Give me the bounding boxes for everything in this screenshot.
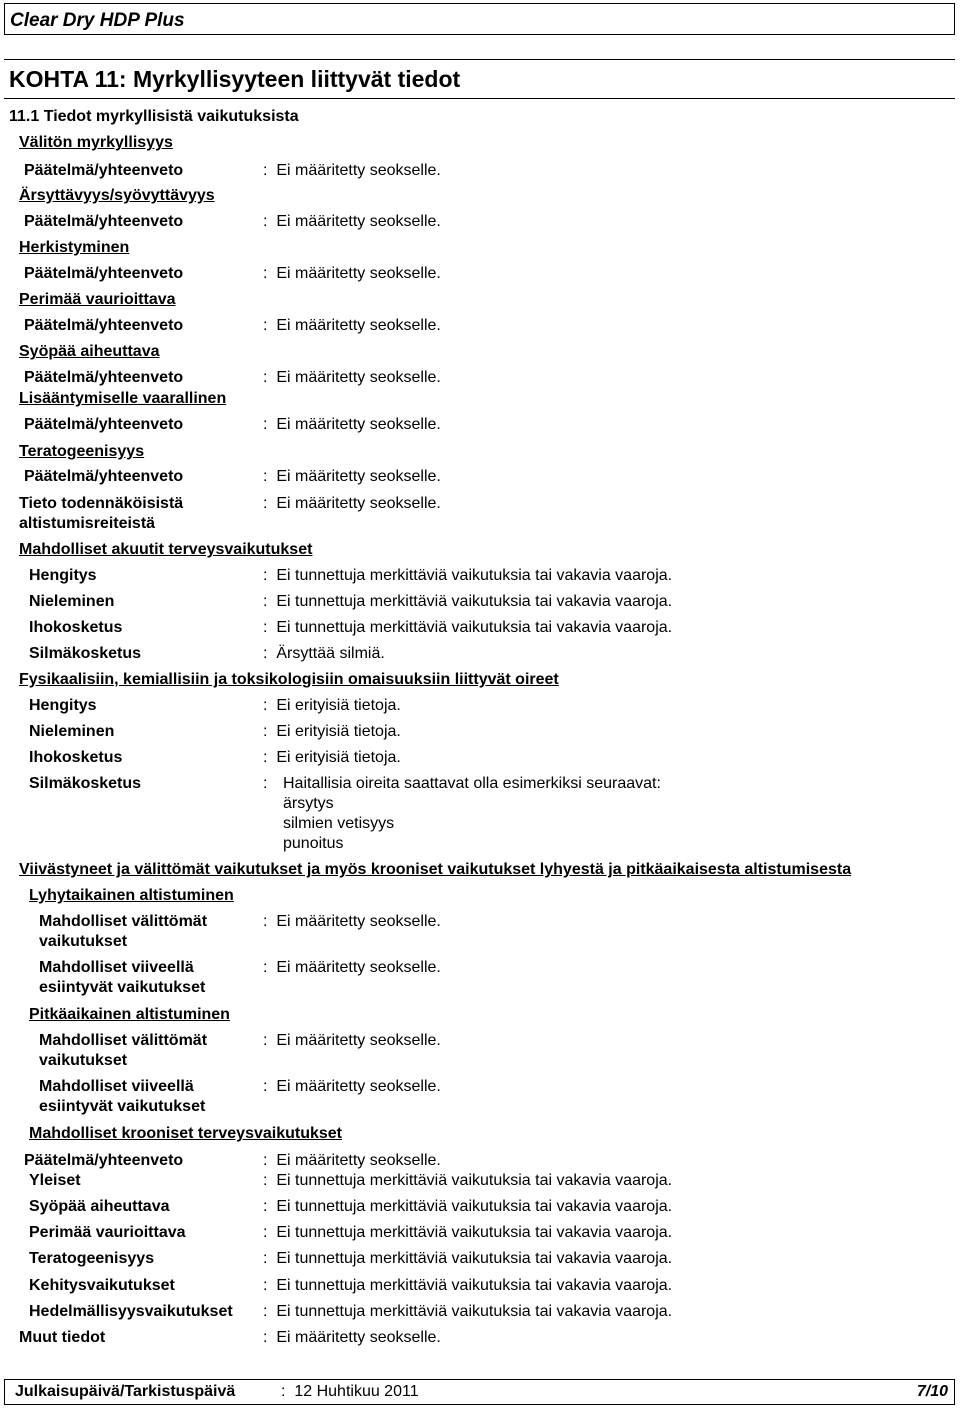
- chronic-teratogenic-value: : Ei tunnettuja merkittäviä vaikutuksia tai vakavia vaaroja.: [263, 1250, 673, 1267]
- long-term-heading: Pitkäaikainen altistuminen: [29, 1006, 230, 1023]
- acute-eye-label: Silmäkosketus: [29, 645, 142, 662]
- chronic-carcinogenic-label: Syöpää aiheuttava: [29, 1198, 170, 1215]
- symptoms-ingestion-label: Nieleminen: [29, 723, 115, 740]
- chronic-teratogenic-label: Teratogeenisyys: [29, 1250, 155, 1267]
- short-term-delayed-value: : Ei määritetty seokselle.: [263, 959, 441, 976]
- symptoms-inhalation-label: Hengitys: [29, 697, 97, 714]
- teratogenicity-conclusion-label: Päätelmä/yhteenveto: [24, 468, 184, 485]
- chronic-development-value: : Ei tunnettuja merkittäviä vaikutuksia tai vakavia vaaroja.: [263, 1277, 673, 1294]
- long-term-delayed-label: Mahdolliset viiveellä esiintyvät vaikutukset: [39, 1078, 206, 1115]
- chronic-development-label: Kehitysvaikutukset: [29, 1277, 175, 1294]
- chronic-fertility-value: : Ei tunnettuja merkittäviä vaikutuksia tai vakavia vaaroja.: [263, 1303, 673, 1320]
- symptoms-skin-value: : Ei erityisiä tietoja.: [263, 749, 401, 766]
- sensitization-conclusion-value: : Ei määritetty seokselle.: [263, 265, 441, 282]
- chronic-general-value: : Ei tunnettuja merkittäviä vaikutuksia tai vakavia vaaroja.: [263, 1172, 673, 1189]
- symptoms-heading: Fysikaalisiin, kemiallisiin ja toksikologisiin omaisuuksiin liittyvät oireet: [19, 671, 559, 688]
- acute-skin-label: Ihokosketus: [29, 619, 123, 636]
- issue-date-value: : 12 Huhtikuu 2011: [281, 1383, 419, 1400]
- page-header: [4, 3, 955, 35]
- other-info-value: : Ei määritetty seokselle.: [263, 1329, 441, 1346]
- short-term-delayed-label: Mahdolliset viiveellä esiintyvät vaikutukset: [39, 959, 206, 996]
- chronic-conclusion-value: : Ei määritetty seokselle.: [263, 1152, 441, 1169]
- page-footer: [4, 1379, 955, 1405]
- mutagenicity-conclusion-label: Päätelmä/yhteenveto: [24, 317, 184, 334]
- acute-conclusion-value: : Ei määritetty seokselle.: [263, 162, 441, 179]
- chronic-heading: Mahdolliset krooniset terveysvaikutukset: [29, 1125, 342, 1142]
- short-term-heading: Lyhytaikainen altistuminen: [29, 887, 234, 904]
- sensitization-conclusion-label: Päätelmä/yhteenveto: [24, 265, 184, 282]
- symptoms-eye-line: punoitus: [283, 835, 344, 852]
- symptoms-eye-line: Haitallisia oireita saattavat olla esimerkiksi seuraavat:: [283, 775, 661, 792]
- section-rule: [4, 59, 955, 60]
- reproductive-conclusion-label: Päätelmä/yhteenveto: [24, 416, 184, 433]
- long-term-immediate-label: Mahdolliset välittömät vaikutukset: [39, 1032, 208, 1069]
- short-term-immediate-label: Mahdolliset välittömät vaikutukset: [39, 913, 208, 950]
- sensitization-heading: Herkistyminen: [19, 239, 130, 256]
- acute-eye-value: : Ärsyttää silmiä.: [263, 645, 385, 662]
- reproductive-heading: Lisääntymiselle vaarallinen: [19, 390, 227, 407]
- long-term-immediate-value: : Ei määritetty seokselle.: [263, 1032, 441, 1049]
- chronic-conclusion-label: Päätelmä/yhteenveto: [24, 1152, 184, 1169]
- exposure-routes-label: Tieto todennäköisistä altistumisreiteistä: [19, 495, 184, 532]
- section-subtitle: 11.1 Tiedot myrkyllisistä vaikutuksista: [9, 108, 299, 125]
- symptoms-eye-line: ärsytys: [283, 795, 334, 812]
- mutagenicity-heading: Perimää vaurioittava: [19, 291, 176, 308]
- carcinogenicity-heading: Syöpää aiheuttava: [19, 343, 160, 360]
- teratogenicity-heading: Teratogeenisyys: [19, 443, 145, 460]
- symptoms-eye-line: silmien vetisyys: [283, 815, 395, 832]
- section-rule: [4, 98, 955, 99]
- acute-conclusion-label: Päätelmä/yhteenveto: [24, 162, 184, 179]
- acute-ingestion-label: Nieleminen: [29, 593, 115, 610]
- long-term-delayed-value: : Ei määritetty seokselle.: [263, 1078, 441, 1095]
- symptoms-eye-sep: :: [263, 775, 268, 792]
- other-info-label: Muut tiedot: [19, 1329, 106, 1346]
- issue-date-label: Julkaisupäivä/Tarkistuspäivä: [15, 1383, 236, 1400]
- chronic-general-label: Yleiset: [29, 1172, 81, 1189]
- carcinogenicity-conclusion-label: Päätelmä/yhteenveto: [24, 369, 184, 386]
- acute-ingestion-value: : Ei tunnettuja merkittäviä vaikutuksia tai vakavia vaaroja.: [263, 593, 673, 610]
- section-title: KOHTA 11: Myrkyllisyyteen liittyvät tiedot: [9, 66, 461, 92]
- symptoms-ingestion-value: : Ei erityisiä tietoja.: [263, 723, 401, 740]
- exposure-routes-value: : Ei määritetty seokselle.: [263, 495, 441, 512]
- irritation-conclusion-value: : Ei määritetty seokselle.: [263, 213, 441, 230]
- page-number: 7/10: [916, 1383, 948, 1400]
- chronic-fertility-label: Hedelmällisyysvaikutukset: [29, 1303, 233, 1320]
- symptoms-skin-label: Ihokosketus: [29, 749, 123, 766]
- irritation-conclusion-label: Päätelmä/yhteenveto: [24, 213, 184, 230]
- chronic-carcinogenic-value: : Ei tunnettuja merkittäviä vaikutuksia tai vakavia vaaroja.: [263, 1198, 673, 1215]
- mutagenicity-conclusion-value: : Ei määritetty seokselle.: [263, 317, 441, 334]
- symptoms-inhalation-value: : Ei erityisiä tietoja.: [263, 697, 401, 714]
- delayed-effects-heading: Viivästyneet ja välittömät vaikutukset ja myös krooniset vaikutukset lyhyestä ja pitkäaikaisesta altistumisesta: [19, 861, 852, 878]
- carcinogenicity-conclusion-value: : Ei määritetty seokselle.: [263, 369, 441, 386]
- acute-inhalation-value: : Ei tunnettuja merkittäviä vaikutuksia tai vakavia vaaroja.: [263, 567, 673, 584]
- chronic-mutagenic-label: Perimää vaurioittava: [29, 1224, 186, 1241]
- acute-toxicity-heading: Välitön myrkyllisyys: [19, 134, 173, 151]
- chronic-mutagenic-value: : Ei tunnettuja merkittäviä vaikutuksia tai vakavia vaaroja.: [263, 1224, 673, 1241]
- reproductive-conclusion-value: : Ei määritetty seokselle.: [263, 416, 441, 433]
- teratogenicity-conclusion-value: : Ei määritetty seokselle.: [263, 468, 441, 485]
- acute-inhalation-label: Hengitys: [29, 567, 97, 584]
- symptoms-eye-label: Silmäkosketus: [29, 775, 142, 792]
- acute-effects-heading: Mahdolliset akuutit terveysvaikutukset: [19, 541, 313, 558]
- short-term-immediate-value: : Ei määritetty seokselle.: [263, 913, 441, 930]
- acute-skin-value: : Ei tunnettuja merkittäviä vaikutuksia tai vakavia vaaroja.: [263, 619, 673, 636]
- irritation-heading: Ärsyttävyys/syövyttävyys: [19, 187, 215, 204]
- product-name: Clear Dry HDP Plus: [10, 10, 185, 31]
